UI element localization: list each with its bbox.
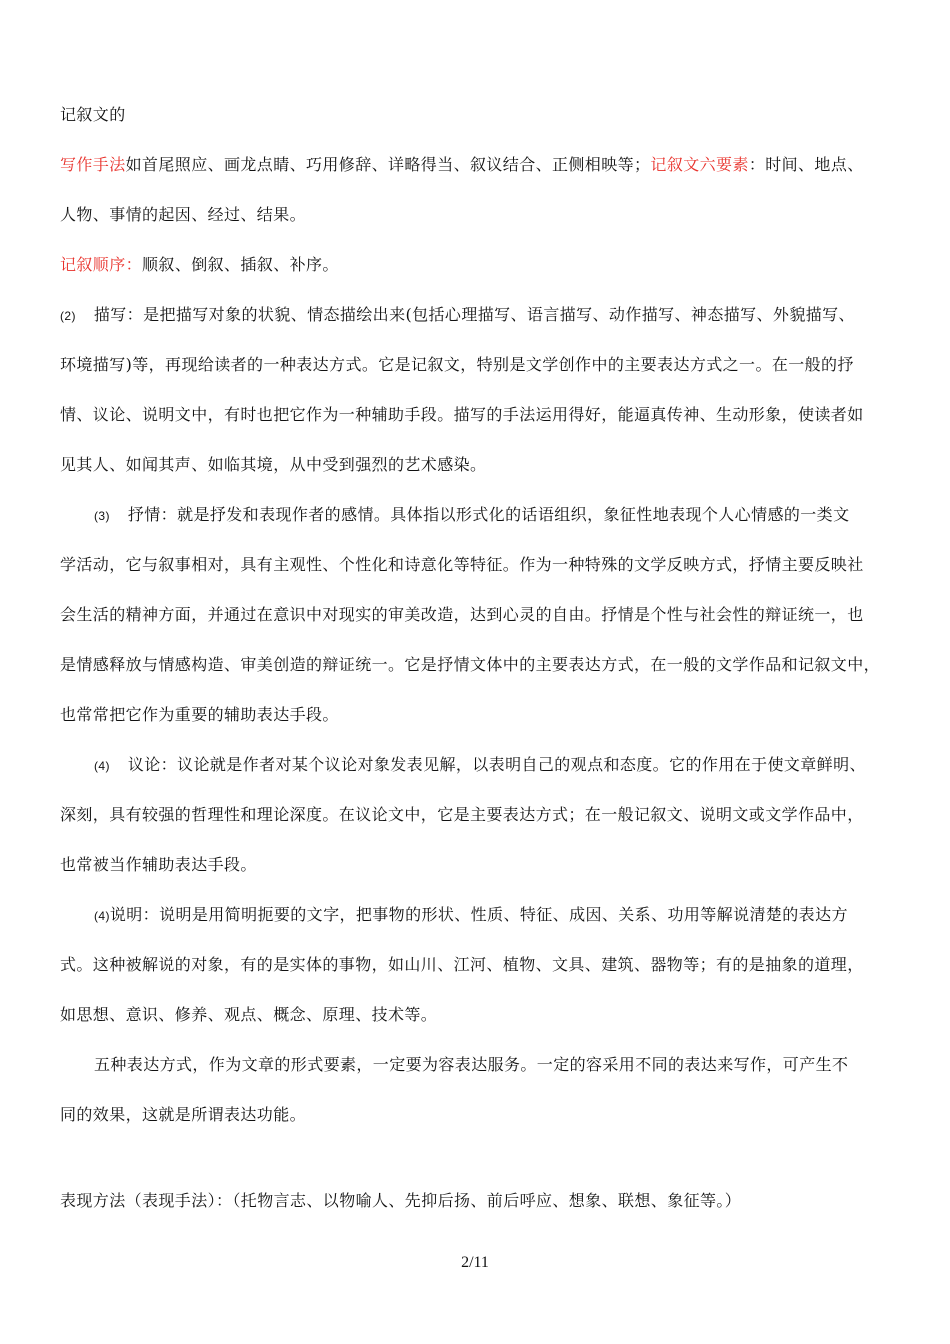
explain-number: (4) — [94, 909, 110, 923]
describe-line-2 — [60, 353, 854, 377]
explain-text: 说明：说明是用简明扼要的文字，把事物的形状、性质、特征、成因、关系、功用等解说清楚的表达方 — [109, 905, 848, 924]
argue-number: (4) — [94, 759, 110, 773]
lyric-text: 学活动，它与叙事相对，具有主观性、个性化和诗意化等特征。作为一种特殊的文学反映方式，抒情主要反映社 — [60, 555, 864, 574]
page-number: 2/11 — [461, 1254, 489, 1271]
writing-methods-line — [60, 153, 864, 177]
describe-text: 环境描写)等，再现给读者的一种表达方式。它是记叙文，特别是文学创作中的主要表达方式之一。在一般的抒 — [60, 355, 854, 374]
six-elements-text: ：时间、地点、 — [748, 155, 864, 174]
six-elements-continued — [60, 203, 306, 227]
title-text: 记叙文的 — [60, 105, 126, 124]
lyric-number: (3) — [94, 509, 110, 523]
describe-line-1 — [60, 303, 855, 328]
lyric-line-5 — [60, 703, 339, 727]
six-elements-label: 记叙文六要素 — [650, 155, 749, 174]
argue-text: 深刻，具有较强的哲理性和理论深度。在议论文中，它是主要表达方式；在一般记叙文、说明文或文学作品中， — [60, 805, 864, 824]
lyric-text: 抒情：就是抒发和表现作者的感情。具体指以形式化的话语组织，象征性地表现个人心情感的一类文 — [127, 505, 850, 524]
describe-text: 情、议论、说明文中，有时也把它作为一种辅助手段。描写的手法运用得好，能逼真传神、生动形象，使读者如 — [60, 405, 864, 424]
writing-methods-text: 如首尾照应、画龙点睛、巧用修辞、详略得当、叙议结合、正侧相映等； — [125, 155, 651, 174]
summary-line-1 — [94, 1053, 848, 1077]
explain-text: 式。这种被解说的对象，有的是实体的事物，如山川、江河、植物、文具、建筑、器物等；有的是抽象的道理， — [60, 955, 864, 974]
explain-line-1 — [94, 903, 848, 928]
summary-line-2 — [60, 1103, 306, 1127]
lyric-line-3 — [60, 603, 864, 627]
narrative-order-label: 记叙顺序： — [60, 255, 143, 274]
argue-line-2 — [60, 803, 864, 827]
describe-text: 描写：是把描写对象的状貌、情态描绘出来(包括心理描写、语言描写、动作描写、神态描写、外貌描写、 — [93, 305, 855, 324]
describe-line-4 — [60, 453, 486, 477]
title-line — [60, 103, 126, 127]
narrative-order-text: 顺叙、倒叙、插叙、补序。 — [142, 255, 339, 274]
lyric-line-2 — [60, 553, 864, 577]
argue-text: 也常被当作辅助表达手段。 — [60, 855, 257, 874]
writing-methods-label: 写作手法 — [60, 155, 126, 174]
argue-line-3 — [60, 853, 257, 877]
lyric-text: 也常常把它作为重要的辅助表达手段。 — [60, 705, 339, 724]
describe-line-3 — [60, 403, 864, 427]
narrative-order-line — [60, 253, 339, 277]
lyric-line-4 — [60, 653, 880, 677]
lyric-text: 是情感释放与情感构造、审美创造的辩证统一。它是抒情文体中的主要表达方式，在一般的文学作品和记叙文中， — [60, 655, 881, 674]
explain-line-2 — [60, 953, 864, 977]
lyric-line-1 — [94, 503, 849, 528]
argue-line-1 — [94, 753, 866, 778]
describe-number: (2) — [60, 309, 76, 323]
explain-line-3 — [60, 1003, 437, 1027]
argue-text: 议论：议论就是作者对某个议论对象发表见解，以表明自己的观点和态度。它的作用在于使文章鲜明、 — [127, 755, 866, 774]
six-elements-continued-text: 人物、事情的起因、经过、结果。 — [60, 205, 307, 224]
expression-methods-line — [60, 1189, 741, 1213]
expression-methods-text: 表现方法（表现手法）：（托物言志、以物喻人、先抑后扬、前后呼应、想象、联想、象征等。） — [60, 1191, 742, 1210]
summary-text: 五种表达方式，作为文章的形式要素，一定要为容表达服务。一定的容采用不同的表达来写作，可产生不 — [94, 1055, 849, 1074]
describe-text: 见其人、如闻其声、如临其境，从中受到强烈的艺术感染。 — [60, 455, 487, 474]
summary-text: 同的效果，这就是所谓表达功能。 — [60, 1105, 307, 1124]
explain-text: 如思想、意识、修养、观点、概念、原理、技术等。 — [60, 1005, 438, 1024]
lyric-text: 会生活的精神方面，并通过在意识中对现实的审美改造，达到心灵的自由。抒情是个性与社会性的辩证统一，也 — [60, 605, 864, 624]
